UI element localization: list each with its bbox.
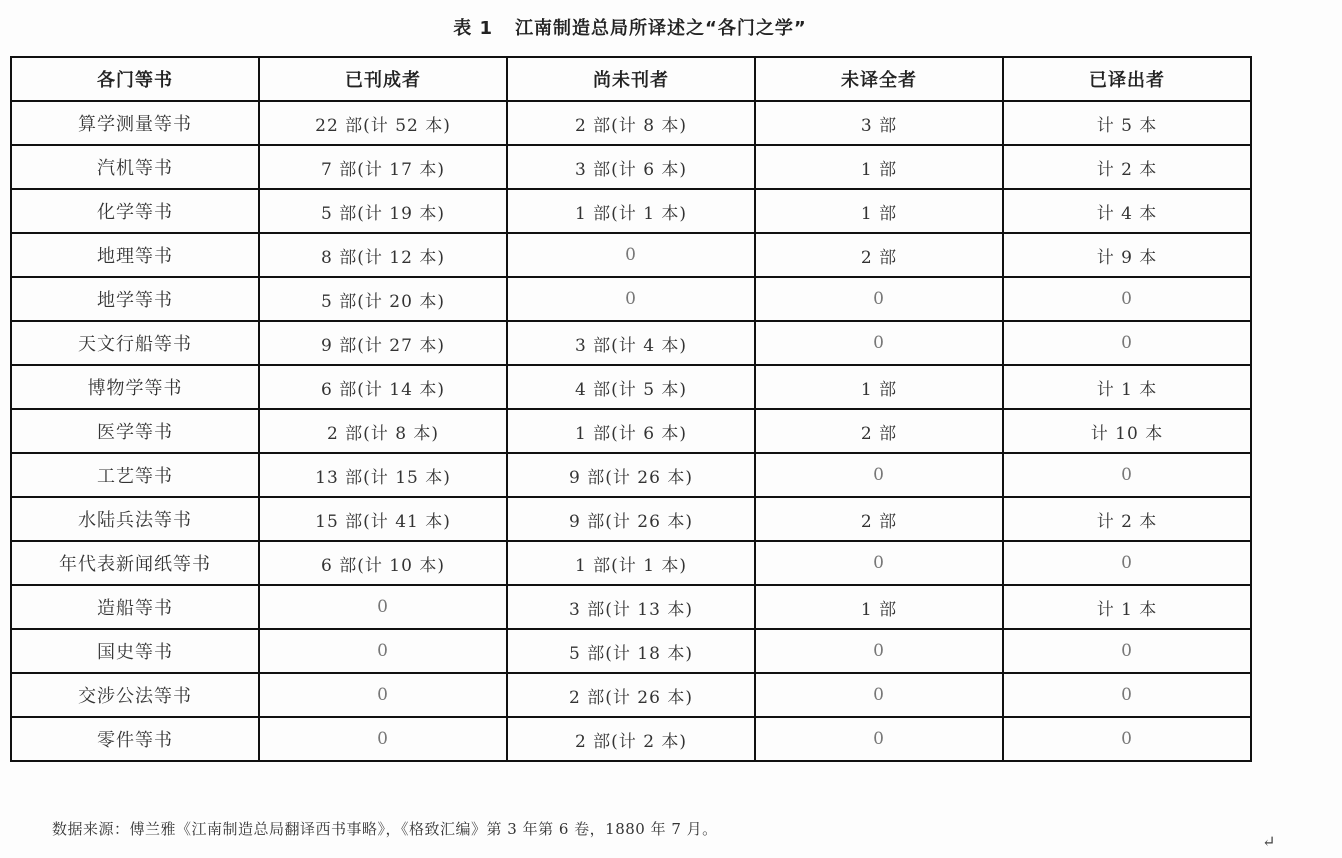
- category-cell: 年代表新闻纸等书: [11, 541, 259, 585]
- table-title: 江南制造总局所译述之“各门之学”: [515, 18, 807, 39]
- incomplete-cell: 3 部: [755, 101, 1003, 145]
- category-cell: 造船等书: [11, 585, 259, 629]
- translated-cell: 0: [1003, 541, 1251, 585]
- translated-cell: 计 9 本: [1003, 233, 1251, 277]
- published-cell: 7 部(计 17 本): [259, 145, 507, 189]
- unpublished-cell: 2 部(计 8 本): [507, 101, 755, 145]
- incomplete-cell: 1 部: [755, 585, 1003, 629]
- published-cell: 2 部(计 8 本): [259, 409, 507, 453]
- incomplete-cell: 0: [755, 629, 1003, 673]
- table-row: [11, 233, 1251, 277]
- published-cell: 0: [259, 629, 507, 673]
- published-cell: 8 部(计 12 本): [259, 233, 507, 277]
- category-cell: 工艺等书: [11, 453, 259, 497]
- paragraph-mark-icon: ↵: [1262, 832, 1276, 851]
- translated-cell: 0: [1003, 717, 1251, 761]
- category-cell: 博物学等书: [11, 365, 259, 409]
- published-cell: 15 部(计 41 本): [259, 497, 507, 541]
- data-source-note: 数据来源：傅兰雅《江南制造总局翻译西书事略》，《格致汇编》第 3 年第 6 卷，1880 年 7 月。: [52, 820, 718, 838]
- published-cell: 22 部(计 52 本): [259, 101, 507, 145]
- table-row: [11, 497, 1251, 541]
- category-cell: 水陆兵法等书: [11, 497, 259, 541]
- translated-cell: 计 2 本: [1003, 145, 1251, 189]
- category-cell: 医学等书: [11, 409, 259, 453]
- published-cell: 6 部(计 10 本): [259, 541, 507, 585]
- translated-cell: 计 2 本: [1003, 497, 1251, 541]
- published-cell: 13 部(计 15 本): [259, 453, 507, 497]
- incomplete-cell: 0: [755, 717, 1003, 761]
- incomplete-cell: 0: [755, 453, 1003, 497]
- table-row: [11, 321, 1251, 365]
- unpublished-cell: 5 部(计 18 本): [507, 629, 755, 673]
- header-row: [11, 57, 1251, 101]
- incomplete-cell: 1 部: [755, 189, 1003, 233]
- unpublished-cell: 3 部(计 6 本): [507, 145, 755, 189]
- table-row: [11, 673, 1251, 717]
- translated-cell: 0: [1003, 277, 1251, 321]
- table-row: [11, 717, 1251, 761]
- category-cell: 化学等书: [11, 189, 259, 233]
- incomplete-cell: 2 部: [755, 497, 1003, 541]
- table-caption: [0, 14, 1260, 40]
- category-cell: 地学等书: [11, 277, 259, 321]
- table-row: [11, 101, 1251, 145]
- incomplete-cell: 1 部: [755, 145, 1003, 189]
- table-number: 表 1: [453, 18, 494, 39]
- category-cell: 算学测量等书: [11, 101, 259, 145]
- translation-stats-table: [10, 56, 1252, 762]
- table-row: [11, 189, 1251, 233]
- unpublished-cell: 1 部(计 1 本): [507, 541, 755, 585]
- unpublished-cell: 9 部(计 26 本): [507, 453, 755, 497]
- translated-cell: 计 5 本: [1003, 101, 1251, 145]
- published-cell: 9 部(计 27 本): [259, 321, 507, 365]
- translated-cell: 0: [1003, 673, 1251, 717]
- header-unpublished: 尚未刊者: [507, 57, 755, 101]
- header-published: 已刊成者: [259, 57, 507, 101]
- translated-cell: 计 4 本: [1003, 189, 1251, 233]
- table-row: [11, 277, 1251, 321]
- unpublished-cell: 0: [507, 277, 755, 321]
- incomplete-cell: 0: [755, 541, 1003, 585]
- unpublished-cell: 2 部(计 2 本): [507, 717, 755, 761]
- table-row: [11, 365, 1251, 409]
- published-cell: 6 部(计 14 本): [259, 365, 507, 409]
- translated-cell: 0: [1003, 453, 1251, 497]
- category-cell: 地理等书: [11, 233, 259, 277]
- category-cell: 零件等书: [11, 717, 259, 761]
- table-row: [11, 585, 1251, 629]
- published-cell: 5 部(计 20 本): [259, 277, 507, 321]
- unpublished-cell: 1 部(计 6 本): [507, 409, 755, 453]
- unpublished-cell: 1 部(计 1 本): [507, 189, 755, 233]
- table-row: [11, 541, 1251, 585]
- category-cell: 交涉公法等书: [11, 673, 259, 717]
- unpublished-cell: 3 部(计 13 本): [507, 585, 755, 629]
- published-cell: 5 部(计 19 本): [259, 189, 507, 233]
- incomplete-cell: 0: [755, 277, 1003, 321]
- translated-cell: 计 1 本: [1003, 365, 1251, 409]
- published-cell: 0: [259, 673, 507, 717]
- table-row: [11, 409, 1251, 453]
- unpublished-cell: 2 部(计 26 本): [507, 673, 755, 717]
- table-row: [11, 453, 1251, 497]
- translated-cell: 计 10 本: [1003, 409, 1251, 453]
- published-cell: 0: [259, 717, 507, 761]
- header-incomplete: 未译全者: [755, 57, 1003, 101]
- incomplete-cell: 0: [755, 673, 1003, 717]
- header-category: 各门等书: [11, 57, 259, 101]
- unpublished-cell: 3 部(计 4 本): [507, 321, 755, 365]
- table-row: [11, 629, 1251, 673]
- translated-cell: 0: [1003, 629, 1251, 673]
- incomplete-cell: 2 部: [755, 233, 1003, 277]
- unpublished-cell: 4 部(计 5 本): [507, 365, 755, 409]
- category-cell: 汽机等书: [11, 145, 259, 189]
- published-cell: 0: [259, 585, 507, 629]
- incomplete-cell: 0: [755, 321, 1003, 365]
- table-row: [11, 145, 1251, 189]
- translated-cell: 0: [1003, 321, 1251, 365]
- translated-cell: 计 1 本: [1003, 585, 1251, 629]
- category-cell: 国史等书: [11, 629, 259, 673]
- unpublished-cell: 9 部(计 26 本): [507, 497, 755, 541]
- unpublished-cell: 0: [507, 233, 755, 277]
- incomplete-cell: 1 部: [755, 365, 1003, 409]
- category-cell: 天文行船等书: [11, 321, 259, 365]
- incomplete-cell: 2 部: [755, 409, 1003, 453]
- header-translated: 已译出者: [1003, 57, 1251, 101]
